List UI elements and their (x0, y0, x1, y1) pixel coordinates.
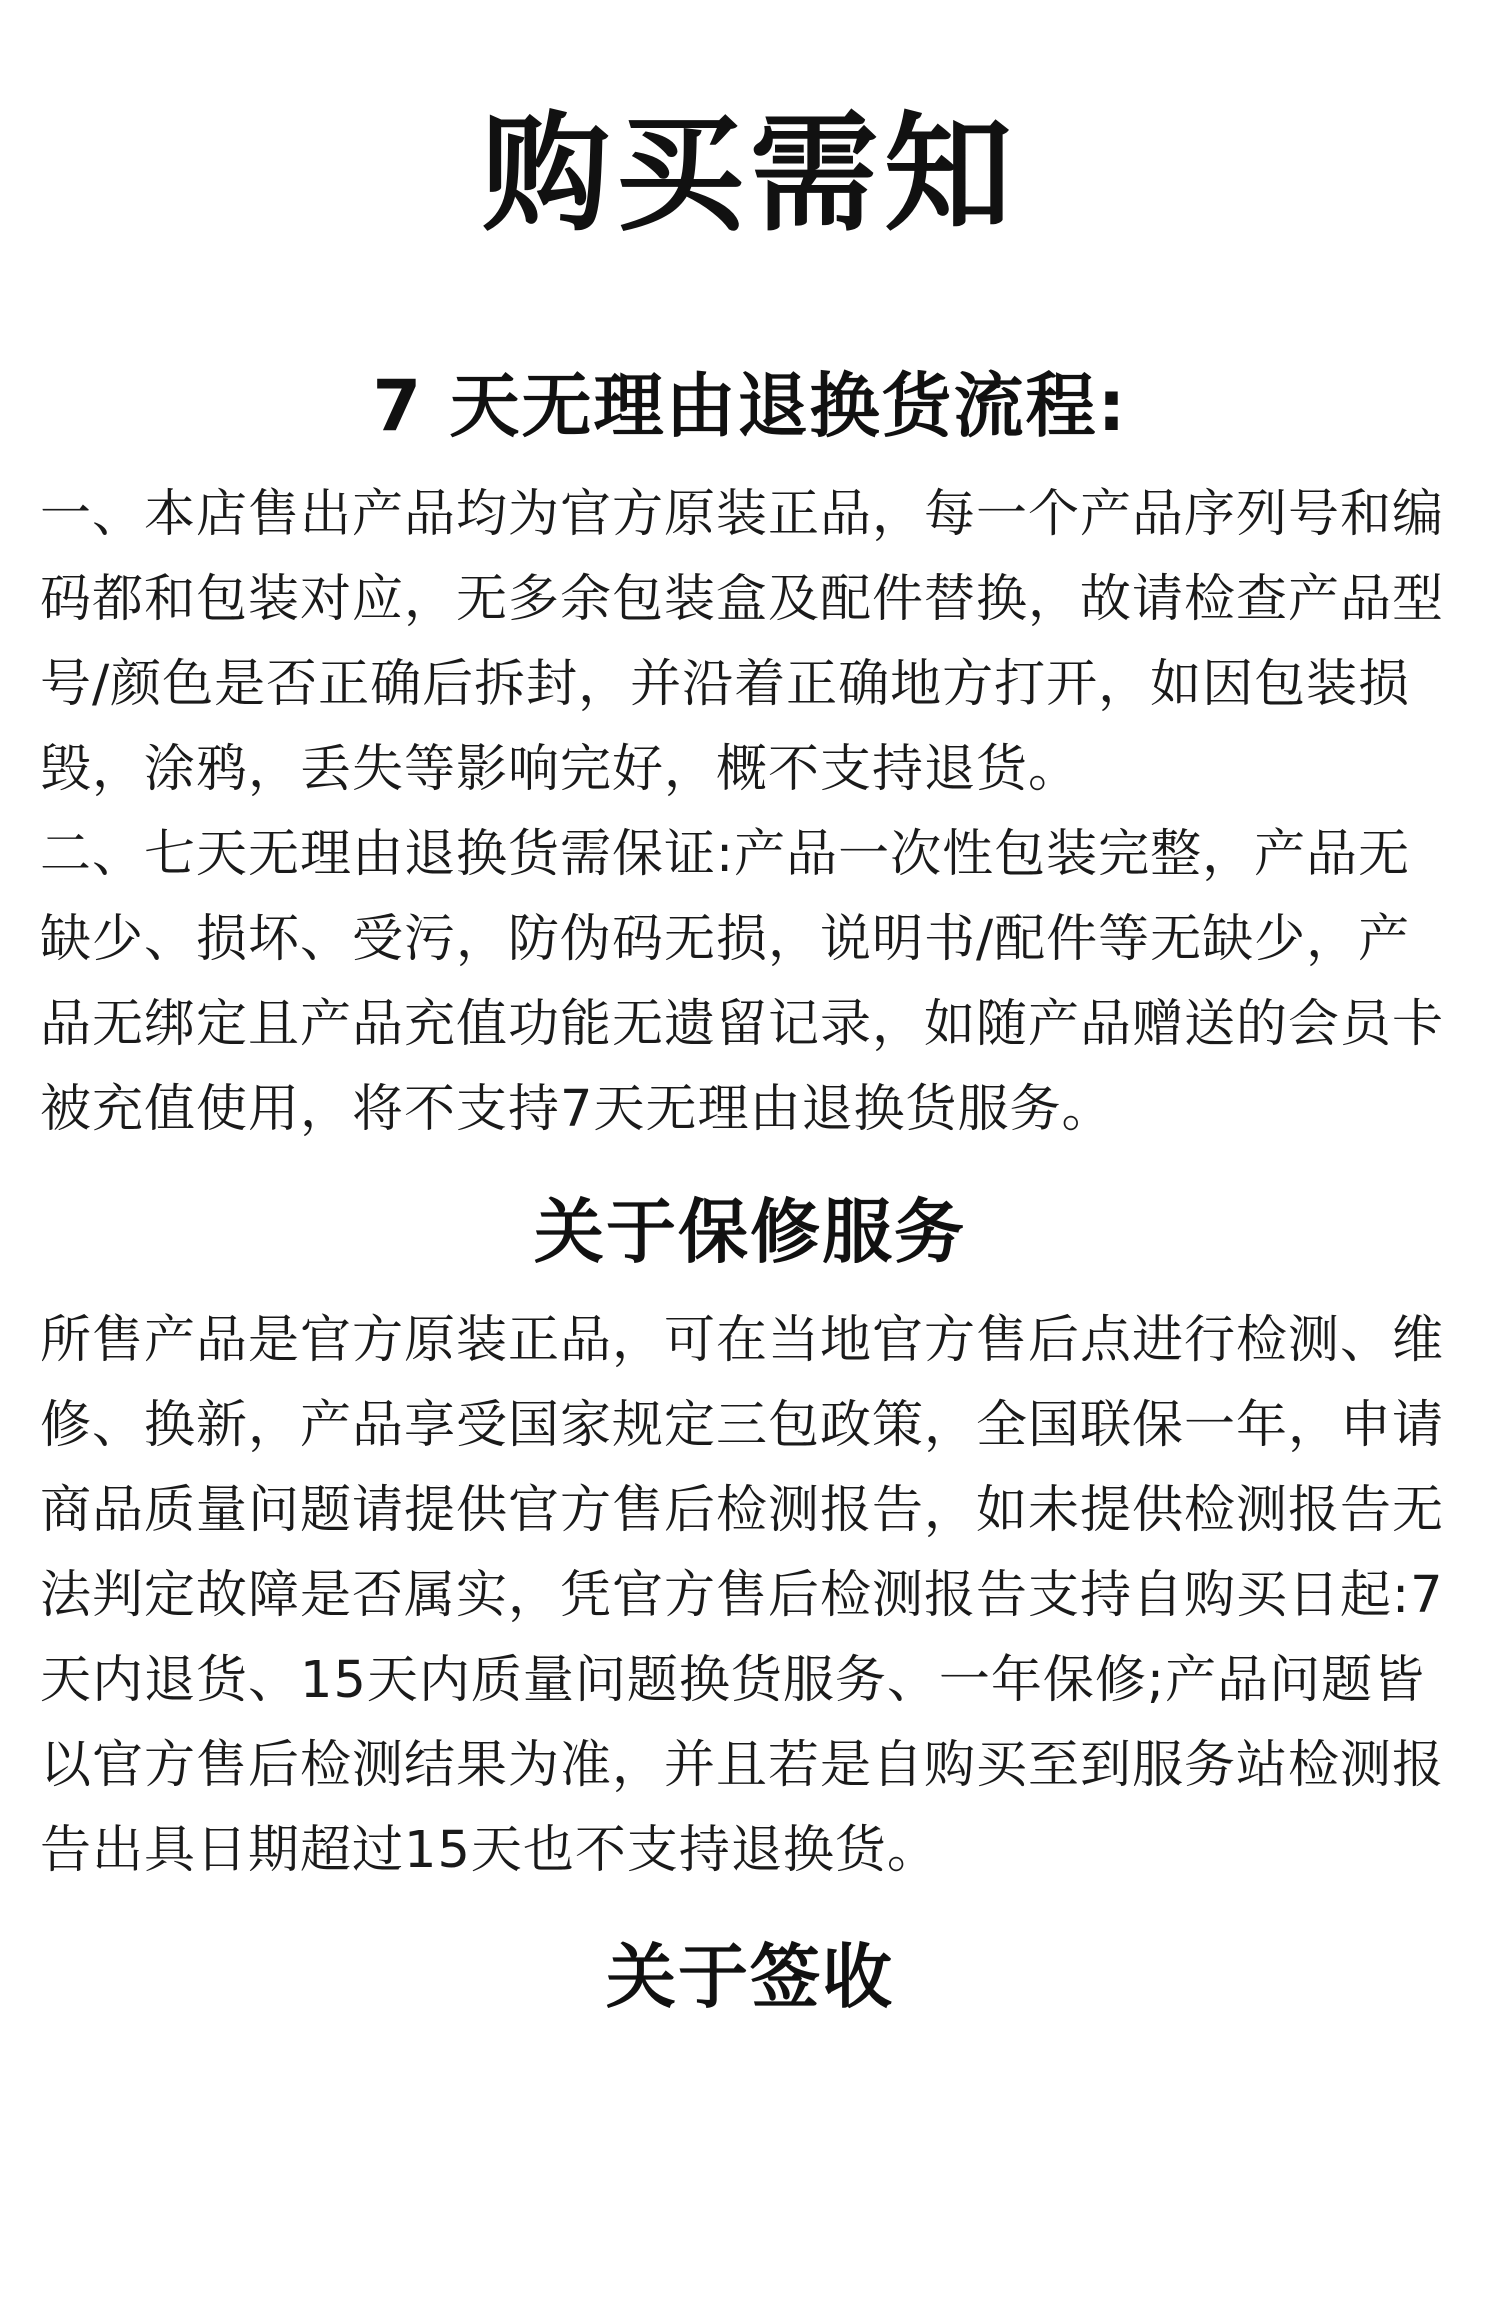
return-policy-heading: 7 天无理由退换货流程: (372, 365, 1128, 447)
return-policy-body (40, 454, 1460, 1152)
return-policy-paragraph-1: 一、本店售出产品均为官方原装正品，每一个产品序列号和编码都和包装对应，无多余包装盒及配件替换，故请检查产品型号/颜色是否正确后拆封，并沿着正确地方打开，如因包装损毁，涂鸦，丢失等影响完好，概不支持退货。 (40, 485, 1445, 799)
return-policy-paragraph-2: 二、七天无理由退换货需保证:产品一次性包装完整，产品无缺少、损坏、受污，防伪码无损，说明书/配件等无缺少，产品无绑定且产品充值功能无遗留记录，如随产品赠送的会员卡被充值使用，将不支持7天无理由退换货服务。 (40, 825, 1445, 1139)
warranty-heading: 关于保修服务 (534, 1191, 966, 1273)
warranty-paragraph-1: 所售产品是官方原装正品，可在当地官方售后点进行检测、维修、换新，产品享受国家规定三包政策，全国联保一年，申请商品质量问题请提供官方售后检测报告，如未提供检测报告无法判定故障是否属实，凭官方售后检测报告支持自购买日起:7天内退货、15天内质量问题换货服务、一年保修;产品问题皆以官方售后检测结果为准，并且若是自购买至到服务站检测报告出具日期超过15天也不支持退换货。 (40, 1311, 1445, 1880)
page-title: 购买需知 (481, 100, 1018, 249)
warranty-body (40, 1280, 1460, 1893)
receipt-heading: 关于签收 (606, 1936, 894, 2018)
